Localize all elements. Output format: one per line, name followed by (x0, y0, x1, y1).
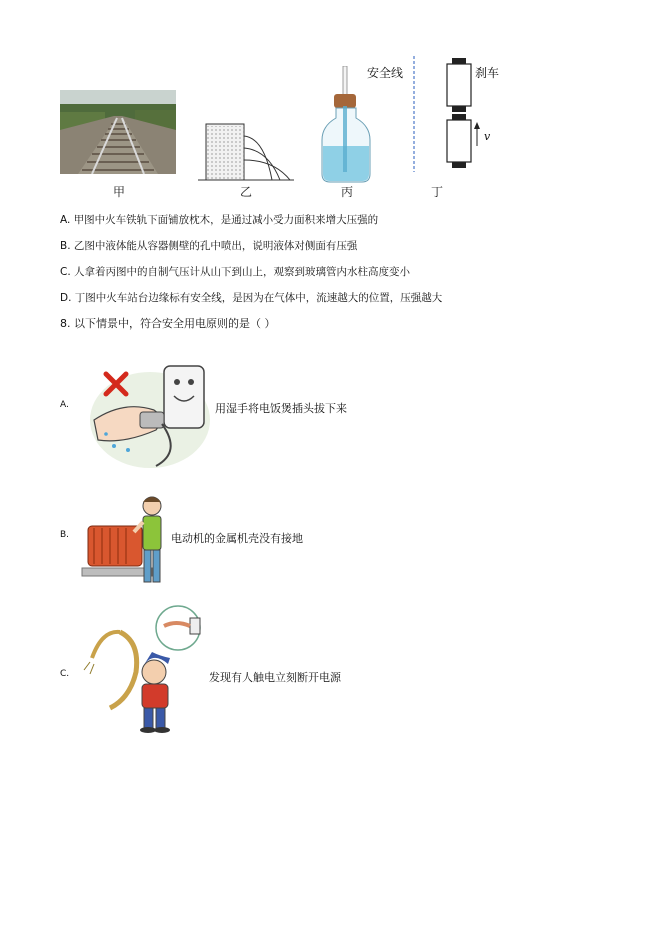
q8-option-c-letter: C. (60, 669, 70, 679)
q7-option-b: B. 乙图中液体能从容器侧壁的孔中喷出，说明液体对侧面有压强 (60, 240, 358, 252)
safety-line-label: 安全线 (367, 66, 404, 80)
wet-hand-unplug-illustration (84, 348, 214, 472)
q7-option-c: C. 人拿着丙图中的自制气压计从山下到山上，观察到玻璃管内水柱高度变小 (60, 266, 411, 278)
velocity-label: v (484, 130, 491, 143)
q8-option-c-text: 发现有人触电立刻断开电源 (209, 671, 341, 684)
caption-bing: 丙 (341, 185, 354, 199)
figure-yi-liquid-jets (198, 112, 298, 184)
figure-ding-safety-line (410, 56, 480, 174)
q8-option-b-letter: B. (60, 530, 70, 540)
q8-option-a-letter: A. (60, 400, 69, 410)
figure-bing-barometer (318, 66, 374, 184)
caption-yi: 乙 (240, 185, 253, 199)
q7-option-d: D. 丁图中火车站台边缘标有安全线，是因为在气体中，流速越大的位置，压强越大 (60, 292, 443, 304)
q7-option-a: A. 甲图中火车铁轨下面铺放枕木，是通过减小受力面积来增大压强的 (60, 214, 379, 226)
motor-person-illustration (80, 482, 174, 586)
caption-ding: 丁 (431, 185, 444, 199)
q8-option-a-text: 用湿手将电饭煲插头拔下来 (215, 402, 347, 415)
figure-jia-railway-photo (60, 90, 176, 174)
q8-stem: 8. 以下情景中，符合安全用电原则的是（ ） (60, 317, 276, 330)
caption-jia: 甲 (113, 185, 126, 199)
q8-option-b-text: 电动机的金属机壳没有接地 (171, 532, 303, 545)
brake-label: 刹车 (475, 66, 500, 80)
electric-shock-rescue-illustration (80, 602, 210, 740)
